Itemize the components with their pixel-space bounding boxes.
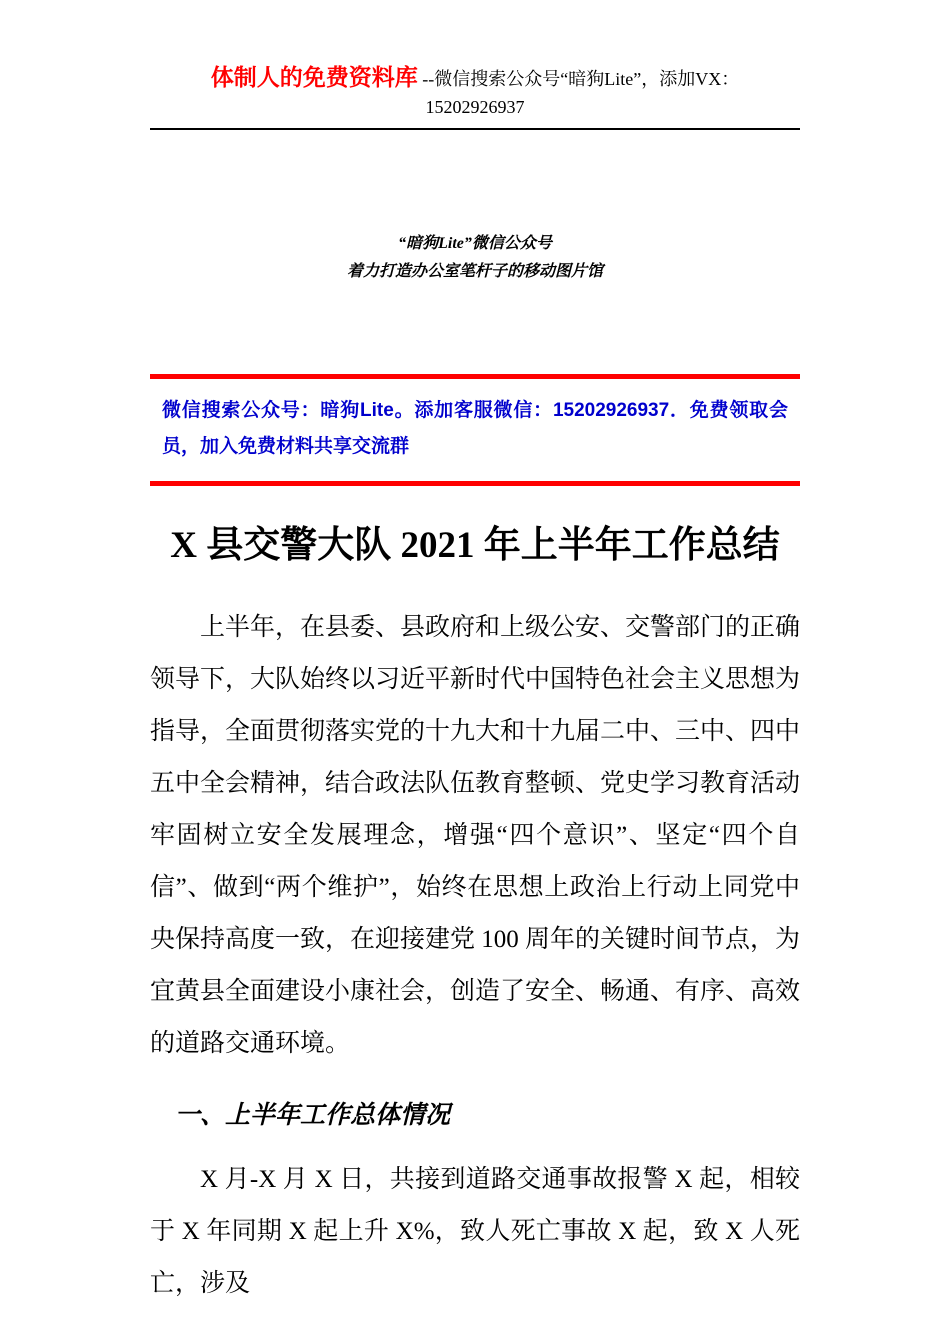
page-header [150, 62, 800, 130]
header-phone: 15202926937 [425, 97, 525, 117]
header-line1 [150, 62, 800, 94]
subheader-line2: 着力打造办公室笔杆子的移动图片馆 [346, 263, 603, 280]
subheader [150, 230, 800, 286]
notice-text: 微信搜索公众号：暗狗Lite。添加客服微信：15202926937．免费领取会员，加入免费材料共享交流群 [162, 400, 788, 457]
paragraph-intro: 上半年，在县委、县政府和上级公安、交警部门的正确领导下，大队始终以习近平新时代中国特色社会主义思想为指导，全面贯彻落实党的十九大和十九届二中、三中、四中五中全会精神，结合政法队伍教育整顿、党史学习教育活动牢固树立安全发展理念，增强“四个意识”、坚定“四个自信”、做到“两个维护”，始终在思想上政治上行动上同党中央保持高度一致，在迎接建党 100 周年的关键时间节点，为宜黄县全面建设小康社会，创造了安全、畅通、有序、高效的道路交通环境。 [150, 614, 801, 1057]
red-divider-bottom [150, 481, 800, 486]
subheader-line1: “暗狗Lite”微信公众号 [398, 235, 552, 252]
header-brand: 体制人的免费资料库 [210, 64, 418, 90]
header-brand-suffix: --微信搜索公众号“暗狗Lite”，添加VX： [417, 69, 740, 89]
document-title: X 县交警大队 2021 年上半年工作总结 [170, 525, 780, 566]
notice-block [150, 374, 800, 486]
paragraph-stats: X 月-X 月 X 日，共接到道路交通事故报警 X 起，相较于 X 年同期 X 起上升 X%，致人死亡事故 X 起，致 X 人死亡，涉及 [150, 1166, 800, 1297]
section-heading-1: 一、上半年工作总体情况 [175, 1102, 451, 1129]
